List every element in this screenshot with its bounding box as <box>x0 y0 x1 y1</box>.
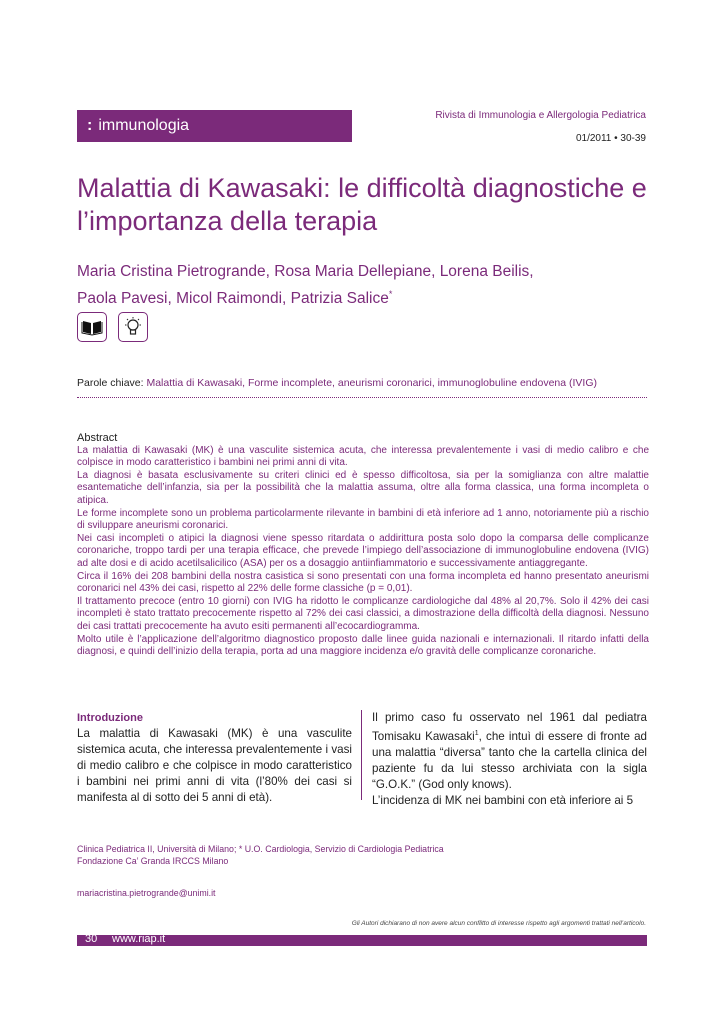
authors-line-2: Paola Pavesi, Micol Raimondi, Patrizia Salice <box>77 290 389 308</box>
abstract-paragraph: La diagnosi è basata esclusivamente su criteri clinici ed è spesso difficoltosa, sia per la somiglianza con altre malattie esantematiche dell’infanzia, sia per la possibilità che la malattia assuma, oltre alla forma classica, una forma incompleta o atipica. <box>77 469 649 506</box>
abstract-paragraph: Nei casi incompleti o atipici la diagnosi viene spesso ritardata o addirittura posta solo dopo la comparsa delle complicanze coronariche, troppo tardi per una terapia efficace, che prevede l’impiego dell’associazione di immunoglobuline endovena (IVIG) ad alte dosi e di acido acetilsalicilico (ASA) per os a dosaggio antiinfiammatorio e successivamente antiaggregante. <box>77 532 649 569</box>
keywords <box>77 377 657 389</box>
authors-mark: * <box>388 289 393 299</box>
body-text: , che intuì di essere di fronte ad una malattia “diversa” tanto che la cartella clinica del paziente fu da lui stesso archiviata con la sigla “G.O.K.” (God only knows). <box>372 729 647 791</box>
affiliation <box>77 843 637 867</box>
reference-mark: 1 <box>474 730 479 737</box>
book-icon <box>77 312 107 342</box>
abstract-paragraph: Le forme incomplete sono un problema particolarmente rilevante in bambini di età inferiore ad 1 anno, notoriamente più a rischio di sviluppare aneurismi coronarici. <box>77 507 649 532</box>
issue-info: 01/2011 • 30-39 <box>575 133 646 144</box>
abstract-paragraph: Molto utile è l’applicazione dell’algoritmo diagnostico proposto dalle linee guida nazionali e internazionali. Il ritardo infatti della diagnosi, e quindi dell’inizio della terapia, porta ad una maggiore incidenza e/o gravità delle complicanze coronariche. <box>77 633 649 658</box>
intro-paragraph: La malattia di Kawasaki (MK) è una vasculite sistemica acuta, che interessa prevalentemente i vasi di medio calibro e che colpisce in modo caratteristico i bambini nei primi anni di vita (l’80% dei casi si manifesta al di sotto dei 5 anni di età). <box>77 727 352 804</box>
website-link[interactable]: www.riap.it <box>112 933 166 945</box>
abstract-paragraph: Il trattamento precoce (entro 10 giorni) con IVIG ha ridotto le complicanze cardiologiche dal 48% al 20,7%. Solo il 42% dei casi incompleti è stato trattato precocemente rispetto al 72% dei casi classici, a dimostrazione della difficoltà della diagnosi. Nessuno dei casi trattati precocemente ha avuto esiti permanenti all’ecocardiogramma. <box>77 595 649 632</box>
affiliation-line-1: Clinica Pediatrica II, Università di Milano; * U.O. Cardiologia, Servizio di Cardiologia Pediatrica <box>77 844 444 854</box>
affiliation-line-2: Fondazione Ca’ Granda IRCCS Milano <box>77 856 229 866</box>
abstract-heading: Abstract <box>77 432 118 444</box>
authors <box>77 260 657 310</box>
conflict-disclaimer: Gli Autori dichiarano di non avere alcun conflitto di interesse rispetto agli argomenti trattati nell’articolo. <box>351 920 646 927</box>
keywords-list: Malattia di Kawasaki, Forme incomplete, aneurismi coronarici, immunoglobuline endovena (IVIG) <box>146 377 598 389</box>
email-link[interactable]: mariacristina.pietrogrande@unimi.it <box>77 888 216 898</box>
abstract-paragraph: Circa il 16% dei 208 bambini della nostra casistica si sono presentati con una forma incompleta ed hanno presentato aneurismi coronarici nel 43% dei casi, rispetto al 22% delle forme classiche (p = 0,01). <box>77 570 649 595</box>
abstract-paragraph: La malattia di Kawasaki (MK) è una vasculite sistemica acuta, che interessa prevalentemente i vasi di medio calibro e che colpisce in modo caratteristico i bambini nei primi anni di vita. <box>77 444 649 469</box>
section-tag <box>77 110 352 142</box>
keywords-label: Parole chiave: <box>77 377 144 389</box>
authors-line-1: Maria Cristina Pietrogrande, Rosa Maria Dellepiane, Lorena Beilis, <box>77 263 534 280</box>
page-number: 30 <box>85 933 98 945</box>
body-text: L’incidenza di MK nei bambini con età inferiore ai 5 <box>372 793 634 807</box>
intro-heading: Introduzione <box>77 712 143 724</box>
dotted-divider <box>77 397 647 398</box>
abstract <box>77 432 649 659</box>
section-colon: : <box>87 117 93 134</box>
left-column <box>77 710 352 806</box>
journal-name: Rivista di Immunologia e Allergologia Pediatrica <box>435 110 646 121</box>
right-column <box>372 710 647 809</box>
body-text: Il primo caso fu osservato nel 1961 dal pediatra Tomisaku Kawasaki <box>372 711 647 743</box>
article-title: Malattia di Kawasaki: le difficoltà diagnostiche e l’importanza della terapia <box>77 173 647 236</box>
section-label: immunologia <box>98 117 190 134</box>
lightbulb-icon <box>118 312 148 342</box>
column-divider <box>361 710 362 800</box>
